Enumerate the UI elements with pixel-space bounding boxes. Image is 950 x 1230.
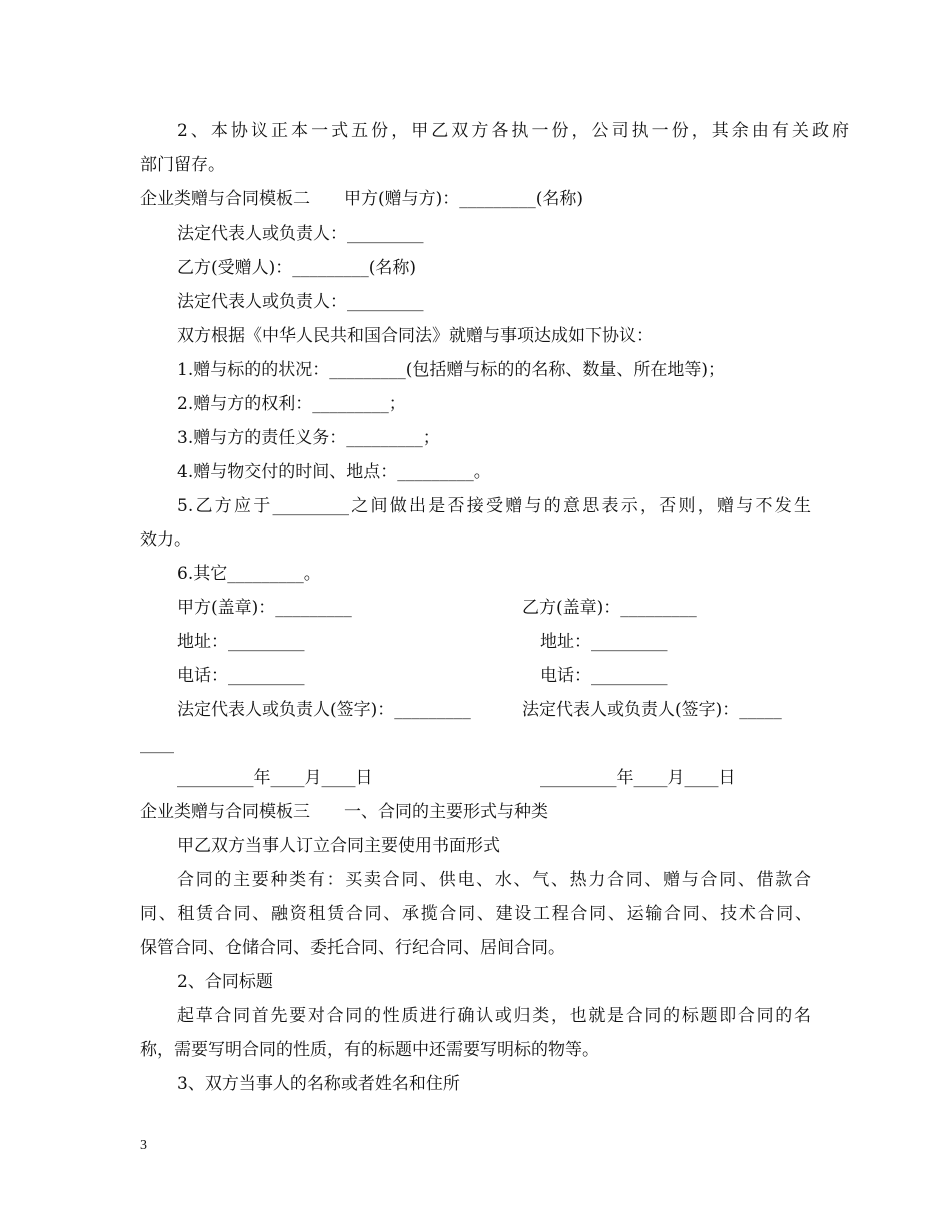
paragraph-line: 双方根据《中华人民共和国合同法》就赠与事项达成如下协议： [177,326,653,346]
clause-line: 4.赠与物交付的时间、地点：_________。 [177,462,491,482]
page-number: 3 [140,1138,147,1153]
paragraph-line: 部门留存。 [140,155,225,175]
representative-b: 法定代表人或负责人(签字)：_____ [522,700,782,720]
address-b: 地址：_________ [540,632,668,652]
clause-line: 5.乙方应于_________之间做出是否接受赠与的意思表示，否则，赠与不发生 [177,496,811,516]
paragraph-line: 乙方(受赠人)：_________(名称) [177,258,417,278]
clause-line: 1.赠与标的的状况：_________(包括赠与标的的名称、数量、所在地等)； [177,360,725,380]
paragraph-line: 合同的主要种类有：买卖合同、供电、水、气、热力合同、赠与合同、借款合 [177,870,811,890]
paragraph-line: 法定代表人或负责人：_________ [177,224,424,244]
phone-a: 电话：_________ [177,666,305,686]
paragraph-line: 保管合同、仓储合同、委托合同、行纪合同、居间合同。 [140,938,565,958]
paragraph-line: 甲乙双方当事人订立合同主要使用书面形式 [177,836,500,856]
date-a: _________年____月____日 [177,768,373,788]
party-b-seal: 乙方(盖章)：_________ [522,598,697,618]
party-a-seal: 甲方(盖章)：_________ [177,598,352,618]
section-heading: 企业类赠与合同模板三 一、合同的主要形式与种类 [140,802,548,822]
representative-a: 法定代表人或负责人(签字)：_________ [177,700,471,720]
clause-line: 3.赠与方的责任义务：_________； [177,428,440,448]
subheading: 3、双方当事人的名称或者姓名和住所 [177,1074,460,1094]
paragraph-line: 起草合同首先要对合同的性质进行确认或归类，也就是合同的标题即合同的名 [177,1006,811,1026]
clause-line: 6.其它_________。 [177,564,321,584]
date-b: _________年____月____日 [540,768,736,788]
section-heading: 企业类赠与合同模板二 甲方(赠与方)：_________(名称) [140,189,584,209]
subheading: 2、合同标题 [177,972,273,992]
paragraph-line: 称，需要写明合同的性质，有的标题中还需要写明标的物等。 [140,1040,599,1060]
clause-line: 效力。 [140,530,191,550]
paragraph-line: 法定代表人或负责人：_________ [177,292,424,312]
paragraph-line: 同、租赁合同、融资租赁合同、承揽合同、建设工程合同、运输合同、技术合同、 [140,904,812,924]
representative-b-continued: ____ [140,734,174,754]
phone-b: 电话：_________ [540,666,668,686]
clause-line: 2.赠与方的权利：_________； [177,394,406,414]
address-a: 地址：_________ [177,632,305,652]
paragraph-line: 2、本协议正本一式五份，甲乙双方各执一份，公司执一份，其余由有关政府 [177,121,849,141]
